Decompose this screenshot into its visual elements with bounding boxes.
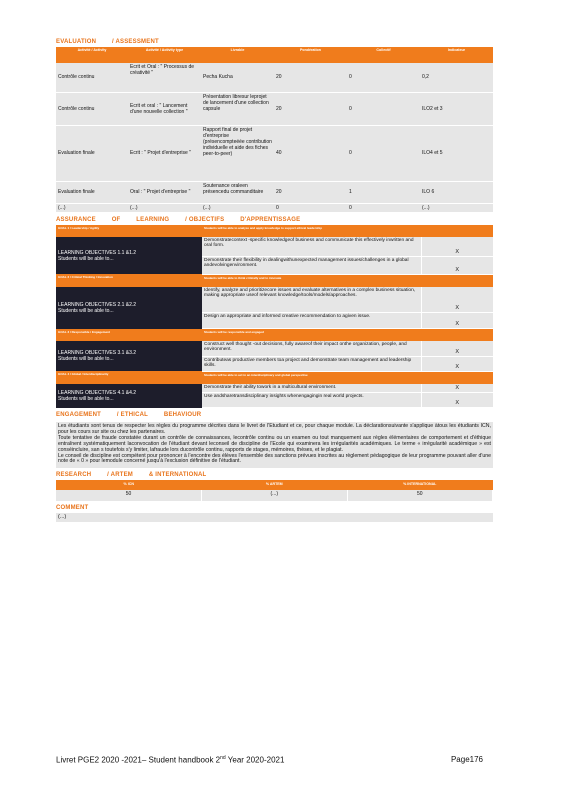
goal-header-left: GOAL 3 / Responsible / Engagement: [56, 329, 202, 342]
objective-subtitle: Students will be able to...: [58, 356, 114, 362]
evaluation-header-cell: Indicateur: [420, 47, 493, 63]
goal-header-row: [56, 371, 493, 384]
objective-mark: X: [421, 237, 493, 256]
abroad-header-cell: % ARTEM: [202, 480, 348, 490]
objective-row: [56, 287, 493, 313]
eval-group: 0: [347, 92, 420, 125]
abroad-value-cell: 50: [347, 490, 493, 501]
objective-text: Demonstrate their flexibility in dealingwithunexpected management issues/challenges in a global andevolvingenvironment.: [202, 256, 421, 274]
abroad-title-part: / ARTEM: [107, 472, 133, 479]
assurance-title-part: / OBJECTIFS: [185, 217, 225, 223]
eval-deliverable: (...): [201, 203, 274, 212]
comment-title: COMMENT: [56, 505, 89, 512]
evaluation-title-en: / ASSESSMENT: [111, 39, 159, 45]
abroad-value-cell: 50: [56, 490, 202, 501]
objective-text: Construct well thought -out decisions, fully awareof their impact onthe organization, people, and environment.: [202, 341, 421, 356]
eval-lo: ILO2 et 3: [420, 92, 493, 125]
objective-subtitle: Students will be able to...: [58, 255, 114, 262]
objective-text: Use andsharetransdisciplinary insights whenengagingin real world projects.: [202, 393, 421, 408]
objective-subtitle: Students will be able to...: [58, 395, 114, 402]
goal-header-right: Students will be able to think critically and to innovate: [202, 274, 493, 287]
abroad-title-part: & INTERNATIONAL: [148, 472, 207, 479]
objective-text: Demonstrate their ability towork in a multicultural environment.: [202, 384, 421, 393]
goal-header-right: Students will be able to analyze and apply knowledge to support ethical leadership: [202, 225, 493, 237]
ethics-paragraph: Le conseil de discipline est compétent pour prononcer à l'encontre des élèves l'ensemble des sanctions prévues inscrites au règlement pédagogique de leur programme pouvant aller d'une note de « 0 » pour lemodule concerné jusqu'à l'exclusion définitive de l'étudiant.: [58, 452, 491, 465]
objective-title: LEARNING OBJECTIVES 1.1 &1.2: [58, 249, 137, 256]
footer-page-number: Page176: [450, 755, 483, 764]
objective-title: LEARNING OBJECTIVES 2.1 &2.2: [58, 301, 137, 308]
eval-type: (...): [128, 203, 201, 212]
abroad-header-cell: % INTERNATIONAL: [347, 480, 493, 490]
evaluation-table: [56, 47, 493, 212]
assurance-title-part: OF: [111, 217, 121, 223]
eval-activity: Contrôle continu: [56, 63, 128, 92]
comment-value: (...): [56, 513, 493, 522]
goal-header-left: GOAL 2 / Critical Thinking / Innovation: [56, 274, 202, 287]
eval-weight: 20: [274, 63, 347, 92]
evaluation-row: [56, 181, 493, 203]
footer-text: Livret PGE2 2020 -2021– Student handbook 2: [56, 755, 221, 765]
eval-group: 0: [347, 203, 420, 212]
eval-group: 1: [347, 181, 420, 203]
evaluation-header-cell: Collectif: [347, 47, 420, 63]
footer-sup: nd: [220, 755, 226, 761]
abroad-title-part: RESEARCH: [56, 472, 92, 479]
eval-deliverable: Rapport final de projet d'entreprise (présencompteéée contribution individuelle et aide des fiches peer-to-peer): [201, 125, 274, 181]
ethics-paragraph: Les étudiants sont tenus de respecter les règles du programme décrites dans le livret de l'Etudiant et ce, pour chaque module. La déclarationsuivante s'applique àtous les étudiants ICN, pour les cours sur site ou chez les partenaires.: [58, 423, 491, 435]
goal-header-right: Students will be able to act in an interdisciplinary and global perspective: [202, 371, 493, 384]
footer-left: [56, 755, 284, 765]
eval-deliverable: Pecha Kucha: [201, 63, 274, 92]
goal-header-row: [56, 329, 493, 342]
goal-header-row: [56, 225, 493, 237]
eval-type: Ecrit : " Projet d'entreprise ": [128, 125, 201, 181]
ethics-paragraph: Toute tentative de fraude constatée durant un contrôle de connaissances, lecontrôle continu ou un examen ou tout manquement aux règles élémentaires de comportement et d'éthique entraînent systématiquement laconvocation de l'étudiant devant leconseil de discipline de l'Ecole qui examinera les irrégularités académiques. Le terme « irrégularité académique » est conséincluire, san s toutefois s'y limiter, lafraude lors ducontrôle continu, rapports de stages, mémoires, thèses, et le plagiat.: [58, 434, 491, 453]
eval-group: 0: [347, 63, 420, 92]
ethics-title: [56, 411, 493, 420]
objective-left-cell: [56, 287, 202, 329]
evaluation-title-fr: EVALUATION: [56, 39, 97, 45]
objective-mark: X: [421, 287, 493, 313]
objective-row: [56, 237, 493, 256]
eval-weight: 20: [274, 92, 347, 125]
ethics-text-block: [56, 422, 493, 468]
objective-subtitle: Students will be able to...: [58, 307, 114, 314]
learning-objectives-table: [56, 225, 493, 408]
objective-title: LEARNING OBJECTIVES 4.1 &4.2: [58, 389, 137, 396]
assurance-title-part: ASSURANCE: [56, 217, 96, 223]
eval-lo: ILO 6: [420, 181, 493, 203]
evaluation-title: [56, 38, 493, 47]
assurance-title-part: LEARNING: [136, 217, 170, 223]
evaluation-row: [56, 63, 493, 92]
objective-mark: X: [421, 384, 493, 393]
objective-title: LEARNING OBJECTIVES 3.1 &3.2: [58, 350, 137, 356]
goal-header-left: GOAL 1 / Leadership / Agility: [56, 225, 202, 237]
ethics-title-part: BEHAVIOUR: [163, 412, 202, 418]
assurance-title: [56, 216, 493, 225]
evaluation-row: [56, 92, 493, 125]
eval-type: Oral : " Projet d'entreprise ": [128, 181, 201, 203]
abroad-value-cell: (...): [202, 490, 348, 501]
objective-text: Design an appropriate and informed creative recommendation to agiven issue.: [202, 313, 421, 329]
objective-text: Identify, analyze and prioritizecore issues and evaluate alternatives in a complex business situation, making appropriate useof relevant knowledge/tools/models/approaches.: [202, 287, 421, 313]
objective-row: [56, 341, 493, 356]
assurance-title-part: D'APPRENTISSAGE: [240, 217, 301, 223]
ethics-title-part: / ETHICAL: [116, 412, 149, 418]
abroad-table: [56, 480, 493, 501]
evaluation-row: [56, 203, 493, 212]
eval-deliverable: Soutenance oraleen présencedu commanditaire: [201, 181, 274, 203]
evaluation-header-row: [56, 47, 493, 63]
goal-header-left: GOAL 4 / Global / Interdisciplinarity: [56, 371, 202, 384]
eval-weight: 40: [274, 125, 347, 181]
evaluation-header-cell: Pondération: [274, 47, 347, 63]
eval-deliverable: Présentation libresur leprojet de lancement d'une collection capsule: [201, 92, 274, 125]
objective-mark: X: [421, 256, 493, 274]
eval-lo: (...): [420, 203, 493, 212]
evaluation-row: [56, 125, 493, 181]
evaluation-header-cell: Activité / Activity type: [128, 47, 201, 63]
eval-lo: 0,2: [420, 63, 493, 92]
objective-left-cell: [56, 384, 202, 408]
page: [56, 38, 493, 522]
abroad-value-row: [56, 490, 493, 501]
abroad-title: [56, 471, 493, 480]
eval-type: Ecrit et oral : " Lancement d'une nouvelle collection ": [128, 92, 201, 125]
eval-group: 0: [347, 125, 420, 181]
goal-header-row: [56, 274, 493, 287]
eval-weight: 0: [274, 203, 347, 212]
goal-header-right: Students will be responsible and engaged: [202, 329, 493, 342]
objective-row: [56, 384, 493, 393]
objective-mark: X: [421, 313, 493, 329]
eval-activity: Evaluation finale: [56, 181, 128, 203]
objective-text: Contributeas productive members toa project and demonstrate team management and leadership skills.: [202, 356, 421, 371]
eval-activity: Contrôle continu: [56, 92, 128, 125]
objective-mark: X: [421, 393, 493, 408]
eval-activity: Evaluation finale: [56, 125, 128, 181]
objective-mark: X: [421, 341, 493, 356]
evaluation-header-cell: Activité / Activity: [56, 47, 128, 63]
evaluation-header-cell: Livrable: [201, 47, 274, 63]
eval-lo: ILO4 et 5: [420, 125, 493, 181]
objective-left-cell: [56, 237, 202, 274]
abroad-header-row: [56, 480, 493, 490]
eval-weight: 20: [274, 181, 347, 203]
objective-mark: X: [421, 356, 493, 371]
objective-left-cell: [56, 341, 202, 371]
abroad-header-cell: % ICN: [56, 480, 202, 490]
eval-activity: (...): [56, 203, 128, 212]
footer-text: Year 2020-2021: [225, 755, 285, 765]
ethics-title-part: ENGAGEMENT: [56, 412, 102, 418]
objective-text: Demonstratecontext -specific knowledgeof business and communicate this effectively inwritten and oral form.: [202, 237, 421, 256]
eval-type: Ecrit et Oral : " Processus de créativité ": [128, 63, 201, 92]
